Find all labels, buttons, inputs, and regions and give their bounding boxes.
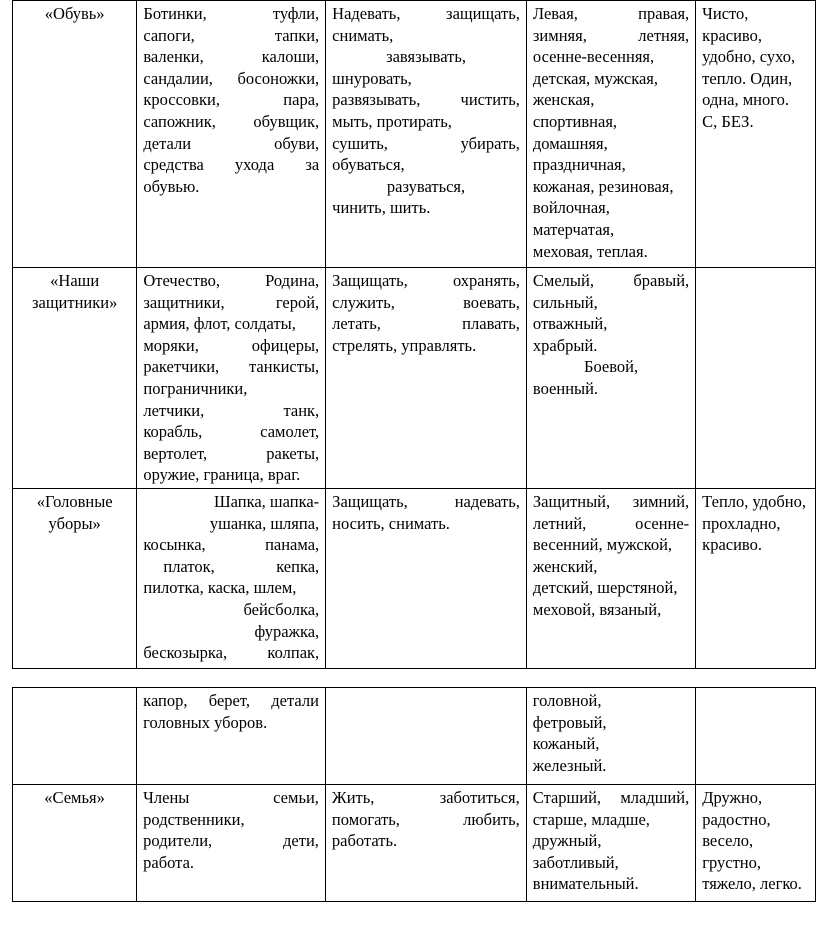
verbs-cell (325, 688, 526, 785)
adverbs-cell (696, 1, 816, 268)
cell-line: С, БЕЗ. (702, 111, 754, 131)
cell-line: снимать, (332, 25, 394, 45)
cell-line: Дружно, (702, 788, 763, 807)
cell-line: развязывать, чистить, (332, 90, 520, 110)
cell-line: платок, кепка, (163, 556, 320, 576)
verbs-cell (326, 1, 527, 268)
cell-line: Защищать, надевать, (332, 491, 520, 511)
cell-line: Защитный, зимний, (532, 491, 690, 511)
cell-line: спортивная, (532, 111, 618, 131)
theme-line: защитники» (32, 292, 118, 312)
theme-line: уборы» (48, 513, 101, 533)
cell-line: головных уборов. (143, 712, 268, 732)
theme-line: «Обувь» (44, 4, 105, 23)
cell-line: защитники, герой, (143, 292, 320, 312)
cell-line: косынка, панама, (143, 535, 320, 555)
cell-line: ушанка, шляпа, (209, 513, 320, 533)
theme-line: «Головные (36, 491, 113, 511)
adverbs-cell (696, 785, 816, 902)
cell-line: летать, плавать, (332, 314, 520, 334)
verbs-cell (325, 785, 526, 902)
cell-line: войлочная, (532, 198, 610, 218)
cell-line: сушить, убирать, (332, 133, 520, 153)
cell-line: капор, берет, детали (143, 691, 319, 710)
cell-line: работать. (331, 831, 398, 851)
cell-line: женский, (532, 556, 598, 576)
cell-line: отважный, (532, 314, 608, 334)
adverbs-cell (696, 268, 816, 489)
cell-line: сапоги, тапки, (143, 25, 320, 45)
cell-line: мыть, протирать, (332, 111, 452, 131)
theme-line: «Семья» (44, 788, 105, 807)
cell-line: Чисто, (702, 4, 749, 23)
cell-line: радостно, (702, 809, 771, 829)
cell-line: женская, (532, 90, 595, 110)
cell-line: бескозырка, колпак, (143, 643, 320, 663)
cell-line: родители, дети, (143, 831, 319, 851)
theme-cell (13, 268, 137, 489)
cell-line: разуваться, (386, 176, 466, 196)
cell-line: ракетчики, танкисты, (143, 357, 320, 377)
cell-line: матерчатая, (532, 219, 615, 239)
cell-line: грустно, (702, 852, 762, 872)
cell-line: внимательный. (532, 874, 639, 894)
theme-line: «Наши (50, 271, 100, 290)
cell-line: головной, (532, 691, 602, 710)
adjectives-cell (526, 268, 695, 489)
cell-line: детали обуви, (143, 133, 320, 153)
cell-line: тепло. Один, (702, 68, 793, 88)
cell-line: красиво, (702, 25, 762, 45)
theme-cell (13, 688, 137, 785)
nouns-cell (137, 488, 326, 668)
cell-line: прохладно, (702, 513, 781, 533)
nouns-cell (137, 1, 326, 268)
cell-line: пограничники, (143, 378, 248, 398)
vocabulary-table-part-1 (12, 0, 816, 669)
cell-line: сильный, (532, 292, 598, 312)
adverbs-cell (696, 488, 816, 668)
adverbs-cell (696, 688, 816, 785)
cell-line: вертолет, ракеты, (143, 443, 320, 463)
cell-line: обуваться, (332, 155, 405, 175)
cell-line: Надевать, защищать, (332, 4, 520, 23)
cell-line: помогать, любить, (331, 809, 520, 829)
cell-line: одна, много. (702, 90, 789, 110)
cell-line: детская, мужская, (532, 68, 658, 88)
cell-line: кроссовки, пара, (143, 90, 320, 110)
cell-line: средства ухода за (143, 155, 320, 175)
cell-line: пилотка, каска, шлем, (143, 578, 297, 598)
cell-line: фуражка, (254, 621, 320, 641)
nouns-cell (137, 785, 326, 902)
cell-line: меховая, теплая. (532, 241, 648, 261)
cell-line: праздничная, (532, 155, 626, 175)
cell-line: шнуровать, (332, 68, 412, 88)
cell-line: Ботинки, туфли, (143, 4, 320, 23)
nouns-cell (137, 688, 326, 785)
table-row-semya (13, 785, 816, 902)
theme-cell (13, 785, 137, 902)
cell-line: завязывать, (386, 47, 467, 67)
cell-line: оружие, граница, враг. (143, 465, 301, 485)
adjectives-cell (526, 688, 695, 785)
cell-line: служить, воевать, (332, 292, 520, 312)
vocabulary-table-part-2 (12, 687, 816, 902)
cell-line: бейсболка, (243, 599, 320, 619)
cell-line: Отечество, Родина, (143, 271, 320, 290)
cell-line: военный. (532, 378, 599, 398)
cell-line: весело, (702, 831, 754, 851)
cell-line: валенки, калоши, (143, 47, 320, 67)
nouns-cell (137, 268, 326, 489)
cell-line: кожаная, резиновая, (532, 176, 674, 196)
cell-line: корабль, самолет, (143, 422, 320, 442)
cell-line: армия, флот, солдаты, (143, 314, 296, 334)
cell-line: меховой, вязаный, (532, 599, 662, 619)
cell-line: Старший, младший, (532, 788, 690, 807)
cell-line: кожаный, (532, 734, 600, 754)
cell-line: летчики, танк, (143, 400, 320, 420)
cell-line: Члены семьи, (143, 788, 319, 807)
table-row-golovnye-ubory (13, 488, 816, 668)
adjectives-cell (526, 785, 695, 902)
cell-line: зимняя, летняя, (532, 25, 690, 45)
cell-line: удобно, сухо, (702, 47, 796, 67)
cell-line: красиво. (702, 535, 762, 555)
adjectives-cell (526, 488, 695, 668)
table-row-obuv (13, 1, 816, 268)
theme-cell (13, 488, 137, 668)
cell-line: Левая, правая, (532, 4, 690, 23)
cell-line: детский, шерстяной, (532, 578, 678, 598)
cell-line: Боевой, (583, 357, 639, 377)
cell-line: заботливый, (532, 852, 619, 872)
table-row-continuation (13, 688, 816, 785)
cell-line: Шапка, шапка- (214, 491, 320, 511)
cell-line: обувью. (143, 176, 200, 196)
cell-line: железный. (532, 755, 607, 775)
cell-line: храбрый. (532, 335, 598, 355)
cell-line: сандалии, босоножки, (143, 68, 320, 88)
cell-line: Жить, заботиться, (331, 788, 520, 807)
verbs-cell (326, 268, 527, 489)
cell-line: носить, снимать. (332, 513, 450, 533)
cell-line: Тепло, удобно, (702, 491, 806, 511)
table-row-zashchitniki (13, 268, 816, 489)
verbs-cell (326, 488, 527, 668)
cell-line: весенний, мужской, (532, 535, 673, 555)
cell-line: Защищать, охранять, (332, 271, 520, 290)
cell-line: моряки, офицеры, (143, 335, 320, 355)
cell-line: тяжело, легко. (702, 874, 802, 894)
cell-line: родственники, (143, 809, 245, 829)
cell-line: дружный, (532, 831, 602, 851)
cell-line: осенне-весенняя, (532, 47, 655, 67)
cell-line: стрелять, управлять. (332, 335, 477, 355)
adjectives-cell (526, 1, 695, 268)
cell-line: работа. (143, 852, 195, 872)
cell-line: чинить, шить. (332, 198, 431, 218)
cell-line: сапожник, обувщик, (143, 111, 320, 131)
theme-cell (13, 1, 137, 268)
cell-line: домашняя, (532, 133, 608, 153)
cell-line: Смелый, бравый, (532, 271, 690, 290)
cell-line: старше, младше, (532, 809, 650, 829)
cell-line: фетровый, (532, 712, 607, 732)
cell-line: летний, осенне- (532, 513, 690, 533)
